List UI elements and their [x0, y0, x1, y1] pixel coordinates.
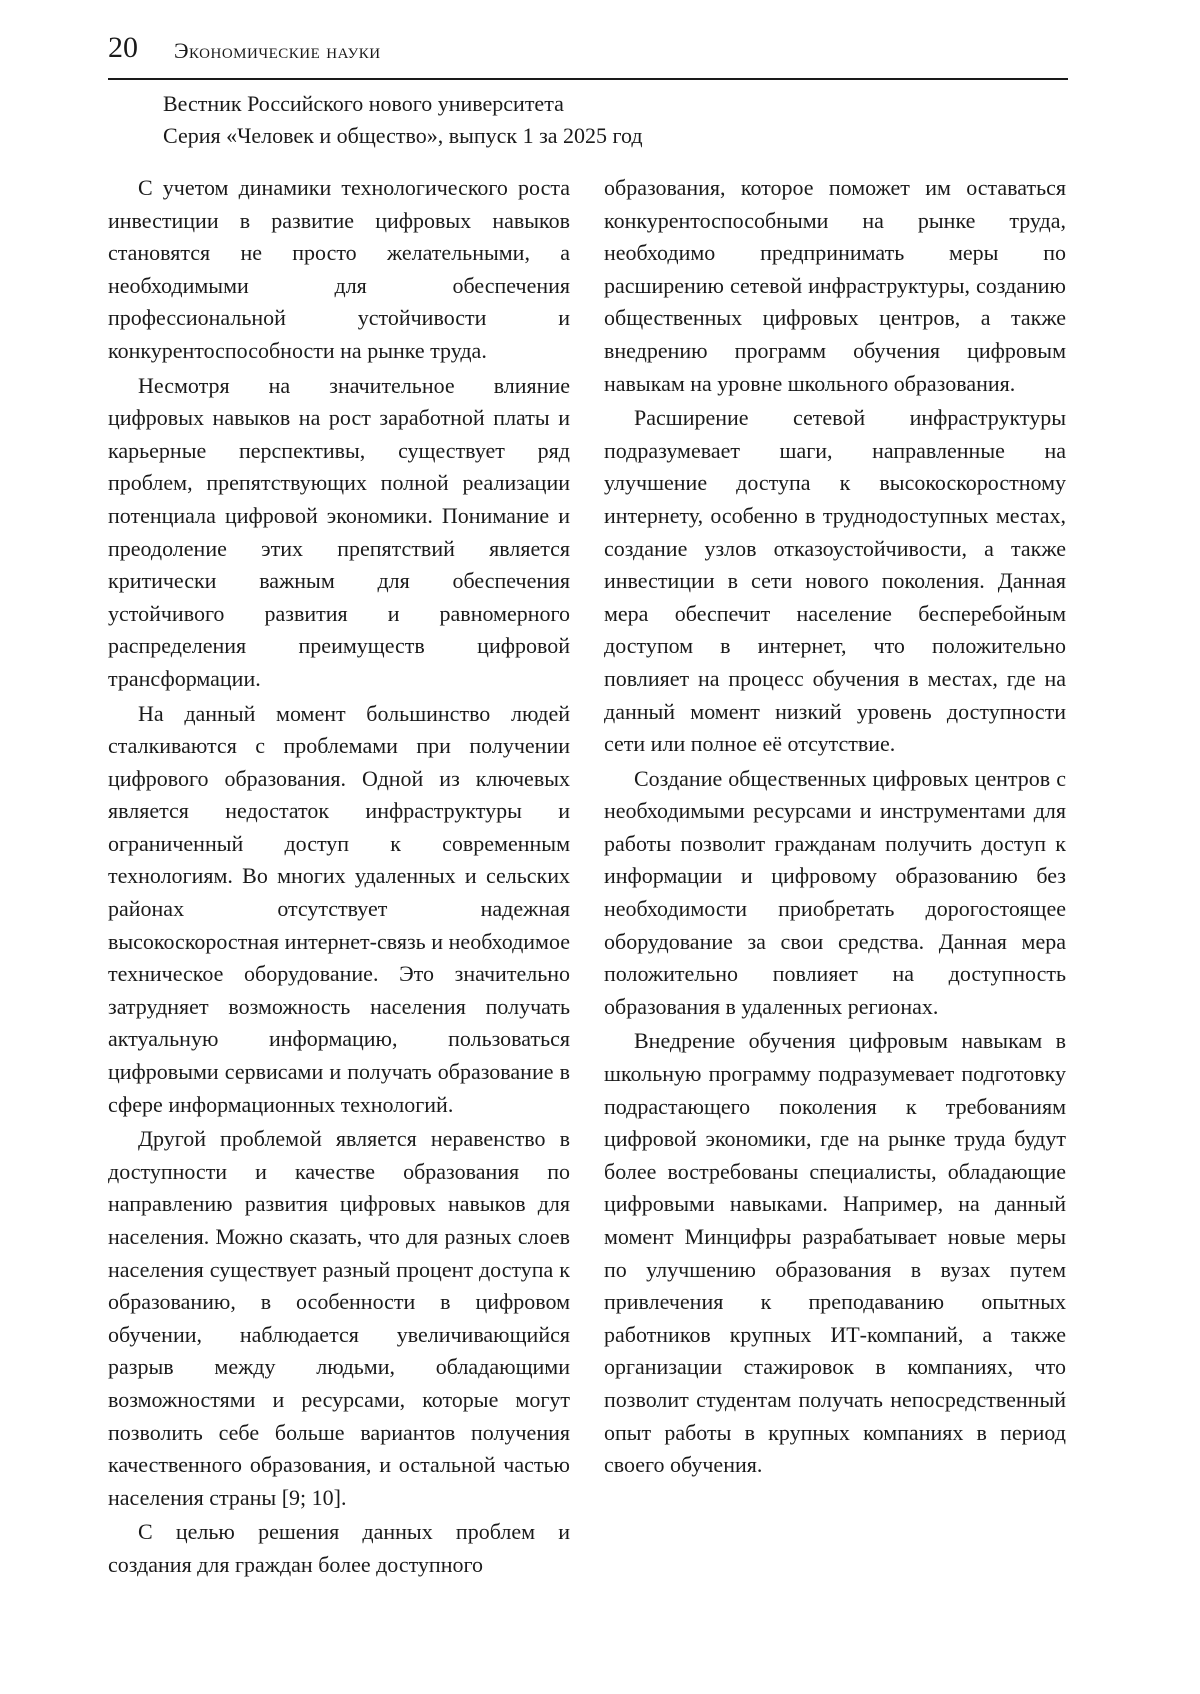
paragraph: Создание общественных цифровых центров с необходимыми ресурсами и инструментами для работы позволит гражданам получить доступ к информации и цифровому образованию без необходимости приобретать дорогостоящее оборудование за свои средства. Данная мера положительно повлияет на доступность образования в удаленных регионах.: [604, 765, 1066, 1019]
paragraph: Внедрение обучения цифровым навыкам в школьную программу подразумевает подготовку подрастающего поколения к требованиям цифровой экономики, где на рынке труда будут более востребованы специалисты, обладающие цифровыми навыками. Например, на данный момент Минцифры разрабатывает новые меры по улучшению образования в вузах путем привлечения к преподаванию опытных работников крупных ИТ-компаний, а также организации стажировок в компаниях, что позволит студентам получать непосредственный опыт работы в крупных компаниях в период своего обучения.: [604, 1028, 1066, 1478]
journal-title: Вестник Российского нового университета: [163, 91, 564, 116]
paragraph: С целью решения данных проблем и создания для граждан более доступного: [108, 1519, 570, 1577]
running-head: [108, 28, 1068, 80]
paragraph-continued: образования, которое поможет им оставаться конкурентоспособными на рынке труда, необходимо предпринимать меры по расширению сетевой инфраструктуры, созданию общественных цифровых центров, а также внедрению программ обучения цифровым навыкам на уровне школьного образования.: [604, 175, 1066, 396]
paragraph: Другой проблемой является неравенство в доступности и качестве образования по направлению развития цифровых навыков для населения. Можно сказать, что для разных слоев населения существует разный процент доступа к образованию, в особенности в цифровом обучении, наблюдается увеличивающийся разрыв между людьми, обладающими возможностями и ресурсами, которые могут позволить себе больше вариантов получения качественного образования, и остальной частью населения страны [9; 10].: [108, 1126, 570, 1510]
left-column: [108, 172, 570, 1584]
paragraph: Несмотря на значительное влияние цифровых навыков на рост заработной платы и карьерные перспективы, существует ряд проблем, препятствующих полной реализации потенциала цифровой экономики. Понимание и преодоление этих препятствий является критически важным для обеспечения устойчивого развития и равномерного распределения преимуществ цифровой трансформации.: [108, 372, 570, 691]
paragraph: Расширение сетевой инфраструктуры подразумевает шаги, направленные на улучшение доступа к высокоскоростному интернету, особенно в труднодоступных местах, создание узлов отказоустойчивости, а также инвестиции в сети нового поколения. Данная мера обеспечит население бесперебойным доступом в интернет, что положительно повлияет на процесс обучения в местах, где на данный момент низкий уровень доступности сети или полное её отсутствие.: [604, 405, 1066, 757]
paragraph: С учетом динамики технологического роста инвестиции в развитие цифровых навыков становятся не просто желательными, а необходимыми для обеспечения профессиональной устойчивости и конкурентоспособности на рынке труда.: [108, 175, 570, 363]
paragraph: На данный момент большинство людей сталкиваются с проблемами при получении цифрового образования. Одной из ключевых является недостаток инфраструктуры и ограниченный доступ к современным технологиям. Во многих удаленных и сельских районах отсутствует надежная высокоскоростная интернет-связь и необходимое техническое оборудование. Это значительно затрудняет возможность населения получать актуальную информацию, пользоваться цифровыми сервисами и получать образование в сфере информационных технологий.: [108, 700, 570, 1117]
right-column: [604, 172, 1066, 1484]
section-title: Экономические науки: [174, 38, 381, 63]
page-number: 20: [108, 31, 138, 64]
journal-info: [163, 88, 643, 152]
journal-series: Серия «Человек и общество», выпуск 1 за 2025 год: [163, 123, 643, 148]
